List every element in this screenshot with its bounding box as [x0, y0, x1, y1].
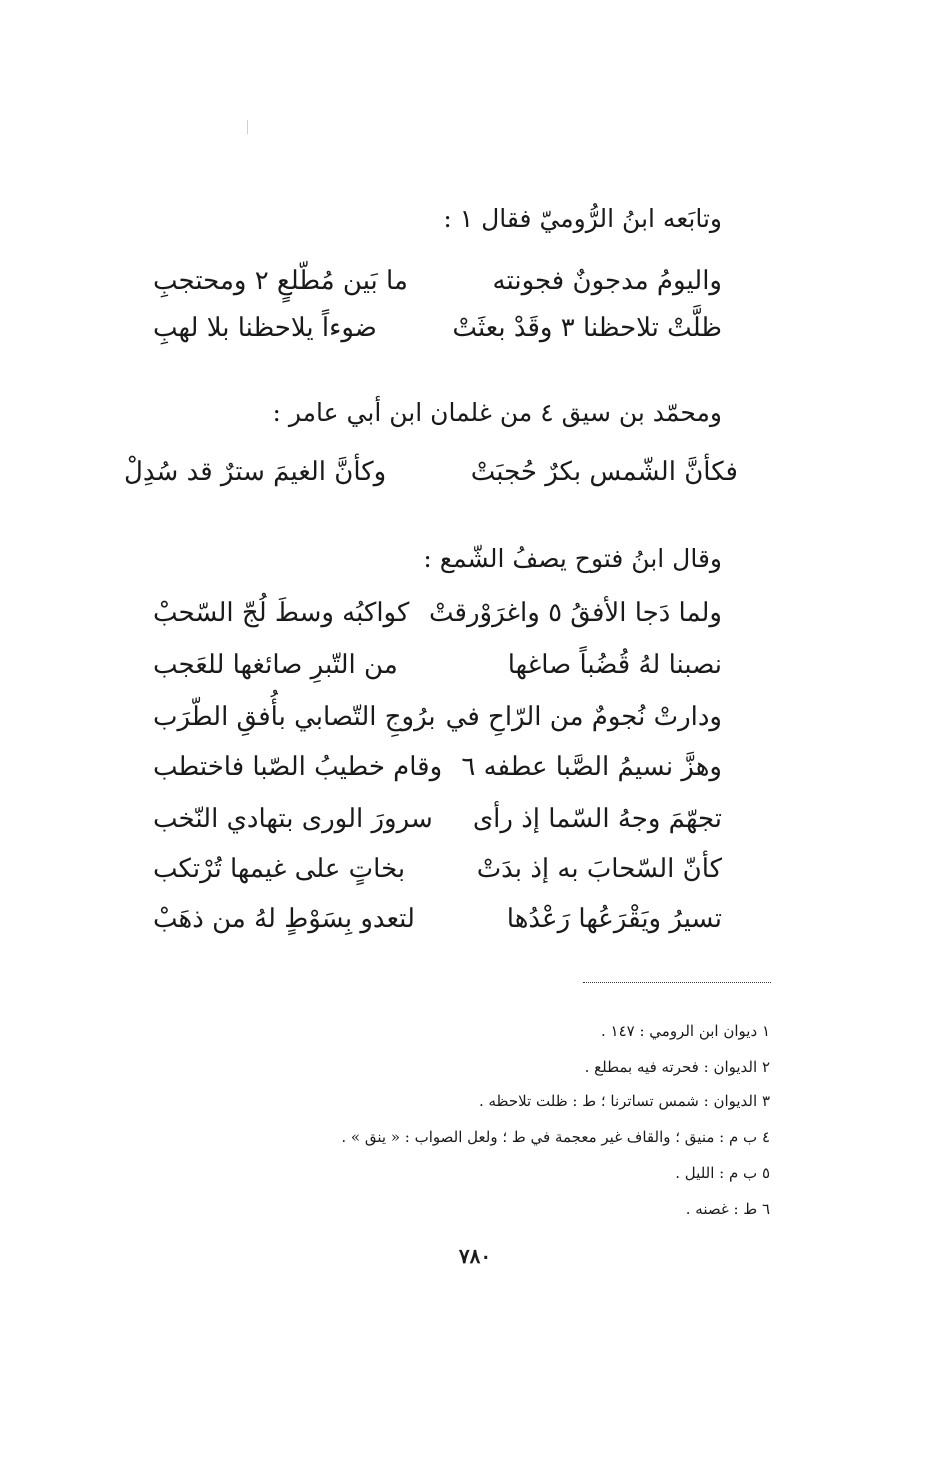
verse-line [153, 268, 722, 294]
footnote: ٤ ب م : منيق ؛ والقاف غير معجمة في ط ؛ ولعل الصواب : « ينق » . [341, 1128, 770, 1146]
verse-first-hemistich: واليومُ مدجونٌ فجونته [492, 266, 722, 296]
page-number: ٧٨٠ [458, 1244, 492, 1268]
section-intro: ومحمّد بن سيق ٤ من غلمان ابن أبي عامر : [272, 398, 722, 427]
verse-first-hemistich: فكأنَّ الشّمس بكرٌ حُجبَتْ [470, 457, 738, 487]
verse-second-hemistich: ضوءاً يلاحظنا بلا لهبِ [153, 313, 377, 343]
footnote: ٦ ط : غصنه . [685, 1200, 770, 1218]
verse-second-hemistich: بخاتٍ على غيمها تُرْتكب [153, 854, 406, 884]
verse-line [153, 806, 722, 832]
verse-first-hemistich: تسيرُ ويَقْرَعُها رَعْدُها [506, 904, 722, 934]
section-intro: وتابَعه ابنُ الرُّوميّ فقال ١ : [443, 204, 722, 233]
verse-second-hemistich: لتعدو بِسَوْطٍ لهُ من ذهَبْ [153, 904, 415, 934]
verse-line [153, 652, 722, 678]
verse-line [153, 704, 722, 730]
verse-first-hemistich: تجهّمَ وجهُ السّما إذ رأى [472, 804, 722, 834]
verse-first-hemistich: كأنّ السّحابَ به إذ بدَتْ [476, 854, 722, 884]
verse-line [153, 856, 722, 882]
section-intro: وقال ابنُ فتوح يصفُ الشّمع : [423, 544, 722, 573]
verse-second-hemistich: وقام خطيبُ الصّبا فاختطب [153, 752, 443, 782]
verse-second-hemistich: من التّبرِ صائغها للعَجب [153, 650, 398, 680]
verse-line [153, 315, 722, 341]
footnote: ٣ الديوان : شمس تساترنا ؛ ط : ظلت تلاحظه . [478, 1092, 770, 1110]
verse-second-hemistich: برُوجِ التّصابي بأُفقِ الطّرَب [153, 702, 436, 732]
verse-line [153, 906, 722, 932]
verse-first-hemistich: وهزَّ نسيمُ الصَّبا عطفه ٦ [461, 752, 722, 782]
verse-first-hemistich: ودارتْ نُجومٌ من الرّاحِ في [445, 702, 722, 732]
verse-second-hemistich: سرورَ الورى بتهادي النّخب [153, 804, 433, 834]
verse-line [124, 459, 738, 485]
footnote: ٢ الديوان : فحرته فيه بمطلع . [584, 1058, 770, 1076]
verse-first-hemistich: ظلَّتْ تلاحظنا ٣ وقَدْ بعثَتْ [452, 313, 722, 343]
footnote-divider [583, 982, 771, 983]
footnote: ١ ديوان ابن الرومي : ١٤٧ . [600, 1022, 770, 1040]
verse-second-hemistich: ما بَين مُطّلعٍ ٢ ومحتجبِ [153, 266, 408, 296]
verse-first-hemistich: نصبنا لهُ قُضُباً صاغها [507, 650, 722, 680]
verse-line [153, 754, 722, 780]
footnote: ٥ ب م : الليل . [675, 1164, 770, 1182]
verse-line [153, 600, 722, 626]
verse-first-hemistich: ولما دَجا الأفقُ ٥ واغرَوْرقتْ [429, 598, 722, 628]
scan-mark [247, 120, 248, 134]
verse-second-hemistich: وكأنَّ الغيمَ سترٌ قد سُدِلْ [124, 457, 387, 487]
verse-second-hemistich: كواكبُه وسطَ لُجّ السّحبْ [153, 598, 410, 628]
